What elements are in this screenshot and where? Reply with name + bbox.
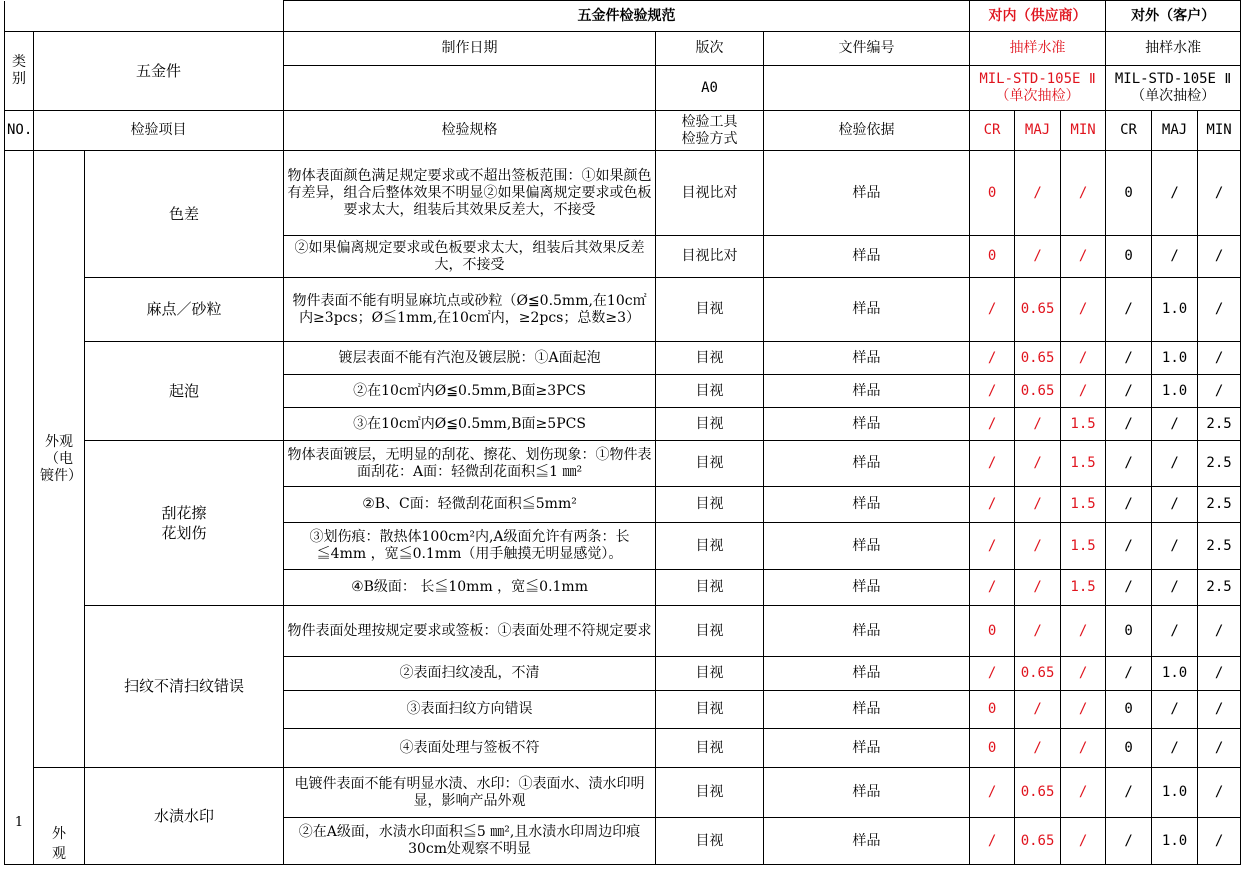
in-maj-cell: / — [1015, 236, 1061, 278]
in-maj-cell: / — [1015, 151, 1061, 236]
in-min-cell: / — [1061, 657, 1106, 691]
col-ex-cr: CR — [1106, 111, 1152, 151]
tool-cell: 目视比对 — [656, 236, 764, 278]
category-plating: 外观（电镀件） — [34, 151, 85, 768]
doc-no-value — [764, 66, 970, 111]
spec-cell: ②B、C面：轻微刮花面积≦5mm² — [284, 487, 656, 523]
external-header: 对外（客户） — [1106, 1, 1241, 32]
ex-maj-cell: / — [1152, 408, 1198, 441]
ex-cr-cell: / — [1106, 523, 1152, 570]
col-spec: 检验规格 — [284, 111, 656, 151]
in-maj-cell: / — [1015, 523, 1061, 570]
tool-cell: 目视 — [656, 523, 764, 570]
col-tool — [656, 111, 764, 151]
col-ex-min: MIN — [1198, 111, 1241, 151]
internal-header: 对内（供应商） — [970, 1, 1106, 32]
table-row — [5, 278, 1241, 342]
in-cr-cell: / — [970, 487, 1015, 523]
tool-cell: 目视 — [656, 768, 764, 818]
ex-min-cell: 2.5 — [1198, 523, 1241, 570]
in-min-cell: / — [1061, 606, 1106, 657]
ex-cr-cell: 0 — [1106, 151, 1152, 236]
tool-cell: 目视 — [656, 441, 764, 487]
ex-min-cell: 2.5 — [1198, 487, 1241, 523]
ex-maj-cell: / — [1152, 523, 1198, 570]
ex-min-cell: 2.5 — [1198, 408, 1241, 441]
in-cr-cell: / — [970, 570, 1015, 606]
spec-cell: ④表面处理与签板不符 — [284, 729, 656, 768]
basis-cell: 样品 — [764, 729, 970, 768]
tool-cell: 目视 — [656, 278, 764, 342]
table-row — [5, 151, 1241, 236]
in-min-cell: / — [1061, 818, 1106, 865]
in-cr-cell: / — [970, 408, 1015, 441]
spec-cell: ②如果偏离规定要求或色板要求太大，组装后其效果反差大，不接受 — [284, 236, 656, 278]
in-maj-cell: / — [1015, 606, 1061, 657]
item-scratch — [85, 441, 284, 606]
ex-cr-cell: / — [1106, 657, 1152, 691]
ex-min-cell: / — [1198, 657, 1241, 691]
row-number — [5, 151, 34, 865]
ex-min-cell: / — [1198, 818, 1241, 865]
col-no: NO. — [5, 111, 34, 151]
doc-no-label: 文件编号 — [764, 32, 970, 66]
spec-cell: ④B级面： 长≦10mm ，宽≦0.1mm — [284, 570, 656, 606]
part-type: 五金件 — [34, 32, 284, 111]
tool-cell: 目视 — [656, 570, 764, 606]
col-in-maj: MAJ — [1015, 111, 1061, 151]
ex-cr-cell: / — [1106, 408, 1152, 441]
table-row — [5, 342, 1241, 375]
col-in-cr: CR — [970, 111, 1015, 151]
col-ex-maj: MAJ — [1152, 111, 1198, 151]
col-item: 检验项目 — [34, 111, 284, 151]
in-min-cell: / — [1061, 729, 1106, 768]
table-row — [5, 441, 1241, 487]
item-water: 水渍水印 — [85, 768, 284, 865]
spec-cell: 物体表面颜色满足规定要求或不超出签板范围：①如果颜色有差异，组合后整体效果不明显②如果偏离规定要求或色板要求太大，组装后其效果反差大，不接受 — [284, 151, 656, 236]
tool-cell: 目视比对 — [656, 151, 764, 236]
table-row — [5, 768, 1241, 818]
in-cr-cell: 0 — [970, 606, 1015, 657]
in-maj-cell: 0.65 — [1015, 657, 1061, 691]
in-cr-cell: / — [970, 523, 1015, 570]
col-tool-line2: 检验方式 — [681, 130, 738, 147]
in-cr-cell: / — [970, 818, 1015, 865]
spec-cell: 电镀件表面不能有明显水渍、水印：①表面水、渍水印明显，影响产品外观 — [284, 768, 656, 818]
ex-maj-cell: / — [1152, 487, 1198, 523]
ex-maj-cell: 1.0 — [1152, 768, 1198, 818]
in-cr-cell: / — [970, 768, 1015, 818]
category-plating-2 — [34, 768, 85, 865]
item-color: 色差 — [85, 151, 284, 278]
in-min-cell: / — [1061, 691, 1106, 729]
inspection-spec-table — [4, 0, 1241, 865]
in-min-cell: 1.5 — [1061, 523, 1106, 570]
in-cr-cell: 0 — [970, 691, 1015, 729]
item-blister: 起泡 — [85, 342, 284, 441]
ex-min-cell: 2.5 — [1198, 441, 1241, 487]
in-cr-cell: 0 — [970, 729, 1015, 768]
ex-cr-cell: / — [1106, 441, 1152, 487]
ex-cr-cell: / — [1106, 278, 1152, 342]
ex-min-cell: / — [1198, 606, 1241, 657]
in-cr-cell: / — [970, 657, 1015, 691]
in-min-cell: / — [1061, 278, 1106, 342]
category-plating-2-text: 外观 — [52, 826, 66, 862]
basis-cell: 样品 — [764, 236, 970, 278]
ex-cr-cell: 0 — [1106, 236, 1152, 278]
in-cr-cell: 0 — [970, 151, 1015, 236]
in-maj-cell: 0.65 — [1015, 375, 1061, 408]
tool-cell: 目视 — [656, 691, 764, 729]
tool-cell: 目视 — [656, 375, 764, 408]
in-min-cell: / — [1061, 151, 1106, 236]
item-pits: 麻点／砂粒 — [85, 278, 284, 342]
col-tool-line1: 检验工具 — [681, 113, 738, 130]
page-title: 五金件检验规范 — [284, 1, 970, 32]
spec-cell: ②在10c㎡内Ø≦0.5mm,B面≥3PCS — [284, 375, 656, 408]
spec-cell: ③划伤痕：散热体100cm²内,A级面允许有两条：长≦4mm ，宽≦0.1mm（用手触摸无明显感觉）。 — [284, 523, 656, 570]
in-cr-cell: / — [970, 441, 1015, 487]
ex-cr-cell: 0 — [1106, 729, 1152, 768]
in-maj-cell: 0.65 — [1015, 768, 1061, 818]
in-min-cell: 1.5 — [1061, 487, 1106, 523]
tool-cell: 目视 — [656, 342, 764, 375]
basis-cell: 样品 — [764, 441, 970, 487]
spec-cell: ③在10c㎡内Ø≦0.5mm,B面≥5PCS — [284, 408, 656, 441]
spec-cell: 物件表面不能有明显麻坑点或砂粒（Ø≦0.5mm,在10c㎡内≥3pcs；Ø≦1mm,在10c㎡内，≥2pcs；总数≥3） — [284, 278, 656, 342]
in-maj-cell: / — [1015, 441, 1061, 487]
spec-cell: ②表面扫纹凌乱，不清 — [284, 657, 656, 691]
in-maj-cell: / — [1015, 729, 1061, 768]
spec-cell: ③表面扫纹方向错误 — [284, 691, 656, 729]
spec-cell: ②在A级面，水渍水印面积≦5 ㎜²,且水渍水印周边印痕30cm处观察不明显 — [284, 818, 656, 865]
in-maj-cell: 0.65 — [1015, 278, 1061, 342]
external-sampling-std — [1106, 66, 1241, 111]
ex-cr-cell: / — [1106, 818, 1152, 865]
item-scratch-text: 刮花擦花划伤 — [161, 504, 207, 542]
basis-cell: 样品 — [764, 768, 970, 818]
ex-maj-cell: / — [1152, 606, 1198, 657]
ex-maj-cell: 1.0 — [1152, 657, 1198, 691]
in-min-cell: 1.5 — [1061, 408, 1106, 441]
ex-cr-cell: 0 — [1106, 691, 1152, 729]
ex-min-cell: / — [1198, 729, 1241, 768]
ex-min-cell: / — [1198, 342, 1241, 375]
in-min-cell: 1.5 — [1061, 441, 1106, 487]
in-cr-cell: / — [970, 342, 1015, 375]
version-value: A0 — [656, 66, 764, 111]
tool-cell: 目视 — [656, 606, 764, 657]
version-label: 版次 — [656, 32, 764, 66]
external-sampling-std-name: MIL-STD-105E Ⅱ — [1114, 71, 1232, 87]
basis-cell: 样品 — [764, 818, 970, 865]
in-cr-cell: / — [970, 278, 1015, 342]
ex-maj-cell: 1.0 — [1152, 818, 1198, 865]
in-min-cell: 1.5 — [1061, 570, 1106, 606]
col-basis: 检验依据 — [764, 111, 970, 151]
in-min-cell: / — [1061, 375, 1106, 408]
title-left-blank — [5, 1, 284, 32]
make-date-label: 制作日期 — [284, 32, 656, 66]
basis-cell: 样品 — [764, 606, 970, 657]
ex-min-cell: / — [1198, 768, 1241, 818]
ex-cr-cell: / — [1106, 342, 1152, 375]
ex-cr-cell: / — [1106, 487, 1152, 523]
row-number-value: 1 — [14, 815, 24, 830]
ex-maj-cell: 1.0 — [1152, 278, 1198, 342]
basis-cell: 样品 — [764, 523, 970, 570]
spec-cell: 镀层表面不能有汽泡及镀层脱：①A面起泡 — [284, 342, 656, 375]
in-cr-cell: 0 — [970, 236, 1015, 278]
basis-cell: 样品 — [764, 487, 970, 523]
internal-sampling-label: 抽样水准 — [970, 32, 1106, 66]
external-sampling-label: 抽样水准 — [1106, 32, 1241, 66]
table-row — [5, 606, 1241, 657]
basis-cell: 样品 — [764, 691, 970, 729]
basis-cell: 样品 — [764, 375, 970, 408]
ex-maj-cell: 1.0 — [1152, 375, 1198, 408]
ex-maj-cell: / — [1152, 691, 1198, 729]
basis-cell: 样品 — [764, 570, 970, 606]
ex-min-cell: / — [1198, 151, 1241, 236]
spec-cell: 物体表面镀层，无明显的刮花、擦花、划伤现象：①物件表面刮花：A面：轻微刮花面积≦1 ㎜² — [284, 441, 656, 487]
in-cr-cell: / — [970, 375, 1015, 408]
ex-min-cell: / — [1198, 236, 1241, 278]
basis-cell: 样品 — [764, 408, 970, 441]
item-brush: 扫纹不清扫纹错误 — [85, 606, 284, 768]
ex-min-cell: / — [1198, 278, 1241, 342]
tool-cell: 目视 — [656, 487, 764, 523]
in-maj-cell: / — [1015, 691, 1061, 729]
make-date-value — [284, 66, 656, 111]
in-maj-cell: 0.65 — [1015, 342, 1061, 375]
basis-cell: 样品 — [764, 657, 970, 691]
in-maj-cell: / — [1015, 487, 1061, 523]
internal-sampling-mode: （单次抽检） — [995, 88, 1080, 104]
basis-cell: 样品 — [764, 278, 970, 342]
ex-min-cell: / — [1198, 691, 1241, 729]
tool-cell: 目视 — [656, 657, 764, 691]
ex-maj-cell: / — [1152, 151, 1198, 236]
tool-cell: 目视 — [656, 408, 764, 441]
ex-maj-cell: / — [1152, 570, 1198, 606]
tool-cell: 目视 — [656, 818, 764, 865]
ex-maj-cell: / — [1152, 441, 1198, 487]
spec-cell: 物件表面处理按规定要求或签板：①表面处理不符规定要求 — [284, 606, 656, 657]
ex-maj-cell: / — [1152, 236, 1198, 278]
external-sampling-mode: （单次抽检） — [1131, 88, 1216, 104]
in-maj-cell: / — [1015, 570, 1061, 606]
ex-maj-cell: 1.0 — [1152, 342, 1198, 375]
in-min-cell: / — [1061, 768, 1106, 818]
ex-cr-cell: / — [1106, 768, 1152, 818]
basis-cell: 样品 — [764, 342, 970, 375]
ex-min-cell: 2.5 — [1198, 570, 1241, 606]
ex-min-cell: / — [1198, 375, 1241, 408]
ex-cr-cell: / — [1106, 375, 1152, 408]
ex-cr-cell: 0 — [1106, 606, 1152, 657]
ex-maj-cell: / — [1152, 729, 1198, 768]
col-in-min: MIN — [1061, 111, 1106, 151]
tool-cell: 目视 — [656, 729, 764, 768]
in-maj-cell: 0.65 — [1015, 818, 1061, 865]
internal-sampling-std-name: MIL-STD-105E Ⅱ — [979, 71, 1096, 87]
in-min-cell: / — [1061, 236, 1106, 278]
internal-sampling-std — [970, 66, 1106, 111]
basis-cell: 样品 — [764, 151, 970, 236]
category-label: 类别 — [5, 32, 34, 111]
in-maj-cell: / — [1015, 408, 1061, 441]
ex-cr-cell: / — [1106, 570, 1152, 606]
in-min-cell: / — [1061, 342, 1106, 375]
